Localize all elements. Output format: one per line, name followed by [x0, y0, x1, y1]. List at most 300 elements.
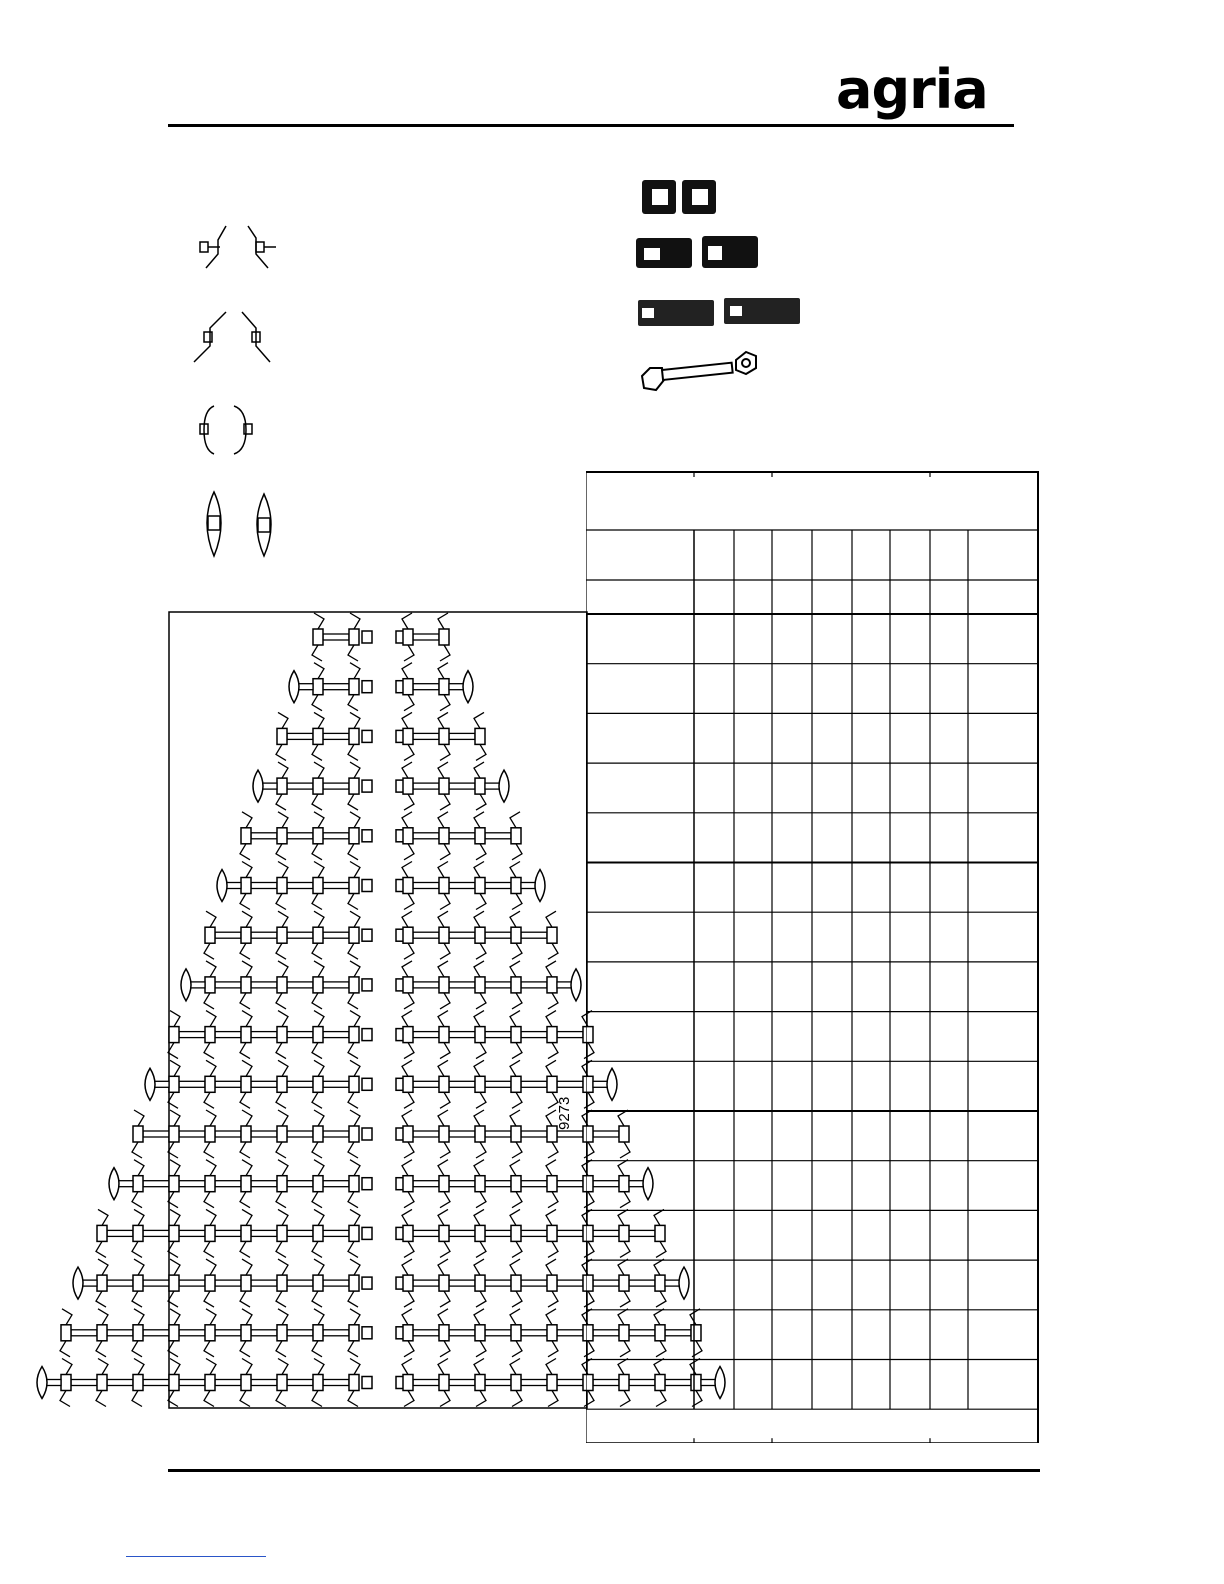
rotor-spacer	[179, 1081, 205, 1087]
rotor-spacer	[521, 1380, 547, 1386]
rotor-spacer	[449, 1131, 475, 1137]
tine-blade	[134, 1160, 144, 1176]
tine-flange	[205, 1126, 215, 1142]
tine-blade	[404, 1092, 414, 1108]
tine-blade	[512, 844, 522, 860]
tine-blade	[404, 744, 414, 760]
tine-blade	[206, 911, 216, 927]
tine-flange	[169, 1275, 179, 1291]
tine-flange	[313, 629, 323, 645]
tine-blade	[438, 812, 448, 828]
tine-flange	[511, 977, 521, 993]
tine-blade	[476, 1142, 486, 1158]
rotor-spacer	[485, 932, 511, 938]
tine-blade	[474, 1359, 484, 1375]
tine-blade	[278, 1160, 288, 1176]
tine-blade	[510, 1309, 520, 1325]
rotor-spacer	[107, 1330, 133, 1336]
tine-blade	[204, 943, 214, 959]
rotor-spacer	[521, 932, 547, 938]
rotor-spacer	[449, 982, 475, 988]
side-disc	[217, 870, 227, 902]
side-disc	[73, 1267, 83, 1299]
tine-flange	[511, 927, 521, 943]
rotor-spacer	[413, 982, 439, 988]
tine-blade	[312, 1043, 322, 1059]
tine-flange	[547, 977, 557, 993]
tine-flange	[439, 1375, 449, 1391]
rotor-spacer	[485, 982, 511, 988]
tine-flange	[349, 878, 359, 894]
tine-blade	[350, 1259, 360, 1275]
tine-blade	[242, 862, 252, 878]
rotor-spacer	[179, 1230, 205, 1236]
rotor-spacer	[323, 833, 349, 839]
tine-blade	[240, 1291, 250, 1307]
rotor-spacer	[251, 1380, 277, 1386]
tine-blade	[314, 862, 324, 878]
tine-blade	[240, 993, 250, 1009]
tine-blade	[314, 1359, 324, 1375]
tine-blade	[548, 1241, 558, 1257]
rotor-spacer	[413, 1131, 439, 1137]
tine-blade	[350, 1060, 360, 1076]
tine-blade	[348, 1341, 358, 1357]
tine-blade	[510, 911, 520, 927]
tine-blade	[438, 1160, 448, 1176]
tine-blade	[404, 993, 414, 1009]
rotor-spacer	[143, 1230, 169, 1236]
tine-blade	[350, 663, 360, 679]
tine-flange	[439, 1325, 449, 1341]
tine-blade	[402, 812, 412, 828]
tine-blade	[278, 1359, 288, 1375]
tine-blade	[312, 695, 322, 711]
tine-blade	[242, 1259, 252, 1275]
rotor-spacer	[179, 1131, 205, 1137]
rotor-spacer	[323, 1131, 349, 1137]
tine-blade	[348, 844, 358, 860]
side-disc	[145, 1068, 155, 1100]
tine-flange	[475, 1325, 485, 1341]
tine-flange	[475, 1176, 485, 1192]
tine-flange	[349, 828, 359, 844]
tine-blade	[278, 1110, 288, 1126]
tine-flange	[475, 878, 485, 894]
tine-blade	[476, 844, 486, 860]
rotor-spacer	[521, 1280, 547, 1286]
rotor-spacer	[521, 1131, 547, 1137]
tine-blade	[314, 1209, 324, 1225]
tine-blade	[312, 943, 322, 959]
rotor-hub	[362, 1377, 372, 1389]
rotor-spacer	[323, 783, 349, 789]
tine-blade	[276, 744, 286, 760]
tine-flange	[277, 1375, 287, 1391]
tine-blade	[242, 1110, 252, 1126]
tine-blade	[132, 1241, 142, 1257]
tine-flange	[547, 927, 557, 943]
tine-flange	[439, 1027, 449, 1043]
rotor-spacer	[251, 1032, 277, 1038]
rotor-spacer	[449, 1081, 475, 1087]
tine-blade	[312, 1391, 322, 1407]
tine-flange	[403, 1275, 413, 1291]
rotor-spacer	[287, 1081, 313, 1087]
tine-flange	[403, 728, 413, 744]
rotor-spacer	[179, 1380, 205, 1386]
rotor-spacer	[449, 1181, 475, 1187]
tine-blade	[276, 1092, 286, 1108]
tine-flange	[205, 1375, 215, 1391]
tine-flange	[403, 1325, 413, 1341]
tine-blade	[312, 1241, 322, 1257]
rotor-spacer	[323, 684, 349, 690]
tine-blade	[206, 1110, 216, 1126]
tine-blade	[438, 1259, 448, 1275]
tine-blade	[510, 862, 520, 878]
tine-blade	[276, 1142, 286, 1158]
tine-flange	[547, 1275, 557, 1291]
rotor-spacer	[485, 883, 511, 889]
tine-blade	[242, 911, 252, 927]
tine-flange	[547, 1375, 557, 1391]
tine-blade	[348, 993, 358, 1009]
tine-blade	[312, 794, 322, 810]
rotor-spacer	[287, 883, 313, 889]
side-disc	[289, 671, 299, 703]
rotor-spacer	[323, 1081, 349, 1087]
tine-blade	[350, 1359, 360, 1375]
rotor-spacer	[485, 1181, 511, 1187]
rotor-spacer	[46, 1380, 61, 1386]
tine-flange	[277, 1275, 287, 1291]
tine-blade	[476, 993, 486, 1009]
tine-blade	[440, 943, 450, 959]
tine-flange	[313, 778, 323, 794]
tine-flange	[475, 778, 485, 794]
tine-blade	[402, 712, 412, 728]
tine-blade	[278, 1259, 288, 1275]
tine-flange	[439, 1225, 449, 1241]
tine-flange	[277, 977, 287, 993]
rotor-spacer	[323, 1032, 349, 1038]
tine-blade	[204, 993, 214, 1009]
tine-blade	[512, 894, 522, 910]
rotor-spacer	[521, 883, 536, 889]
tine-blade	[204, 1192, 214, 1208]
tine-blade	[278, 1209, 288, 1225]
rotor-spacer	[179, 1032, 205, 1038]
tine-flange	[277, 1225, 287, 1241]
tine-blade	[402, 663, 412, 679]
tine-blade	[204, 1092, 214, 1108]
rotor-spacer	[521, 1181, 547, 1187]
tine-blade	[402, 762, 412, 778]
tine-blade	[404, 1291, 414, 1307]
rotor-spacer	[143, 1181, 169, 1187]
tine-blade	[134, 1259, 144, 1275]
rotor-spacer	[485, 1131, 511, 1137]
tine-blade	[96, 1341, 106, 1357]
tine-flange	[439, 728, 449, 744]
tine-flange	[403, 1375, 413, 1391]
rotor-spacer	[143, 1380, 169, 1386]
tine-blade	[206, 1011, 216, 1027]
tine-blade	[278, 961, 288, 977]
rotor-spacer	[449, 883, 475, 889]
rotor-spacer	[485, 783, 500, 789]
rotor-spacer	[154, 1081, 169, 1087]
tine-blade	[170, 1110, 180, 1126]
tine-blade	[548, 993, 558, 1009]
tine-blade	[350, 812, 360, 828]
rotor-spacer	[449, 1380, 475, 1386]
tine-flange	[169, 1126, 179, 1142]
rotor-spacer	[323, 1330, 349, 1336]
tine-blade	[440, 1241, 450, 1257]
tine-blade	[62, 1359, 72, 1375]
tine-blade	[474, 1309, 484, 1325]
tine-flange	[475, 1225, 485, 1241]
tine-flange	[511, 1027, 521, 1043]
tine-flange	[277, 1027, 287, 1043]
tine-blade	[312, 744, 322, 760]
tine-flange	[439, 927, 449, 943]
tine-blade	[474, 1259, 484, 1275]
tine-flange	[169, 1375, 179, 1391]
tine-flange	[349, 679, 359, 695]
tine-blade	[314, 1110, 324, 1126]
tine-blade	[438, 1060, 448, 1076]
tine-blade	[204, 1341, 214, 1357]
tine-flange	[475, 1126, 485, 1142]
tine-blade	[510, 1259, 520, 1275]
tine-flange	[313, 1076, 323, 1092]
tine-blade	[348, 1291, 358, 1307]
tine-blade	[510, 812, 520, 828]
tine-blade	[440, 1192, 450, 1208]
tine-blade	[276, 1192, 286, 1208]
tine-blade	[242, 1309, 252, 1325]
tine-blade	[314, 961, 324, 977]
rotor-spacer	[413, 1380, 439, 1386]
tine-blade	[440, 1341, 450, 1357]
tine-blade	[402, 961, 412, 977]
tine-blade	[512, 1092, 522, 1108]
tine-blade	[546, 961, 556, 977]
tine-flange	[475, 1076, 485, 1092]
tine-blade	[510, 1359, 520, 1375]
tine-flange	[439, 878, 449, 894]
tine-blade	[242, 1359, 252, 1375]
rotor-spacer	[298, 684, 313, 690]
tine-blade	[474, 762, 484, 778]
rotor-spacer	[251, 1280, 277, 1286]
tine-blade	[240, 1192, 250, 1208]
rotor-spacer	[485, 1032, 511, 1038]
tine-blade	[170, 1160, 180, 1176]
tine-flange	[277, 728, 287, 744]
tine-blade	[240, 1092, 250, 1108]
rotor-spacer	[413, 733, 439, 739]
tine-flange	[313, 927, 323, 943]
rotor-spacer	[287, 1032, 313, 1038]
rotor-spacer	[251, 1230, 277, 1236]
tine-blade	[348, 794, 358, 810]
rotor-spacer	[557, 1330, 583, 1336]
tine-flange	[439, 1126, 449, 1142]
tine-blade	[278, 1011, 288, 1027]
tine-flange	[133, 1176, 143, 1192]
tine-flange	[403, 1225, 413, 1241]
tine-blade	[350, 1110, 360, 1126]
tine-blade	[132, 1341, 142, 1357]
tine-blade	[548, 943, 558, 959]
tine-flange	[277, 1076, 287, 1092]
tine-blade	[546, 1160, 556, 1176]
tine-blade	[402, 862, 412, 878]
tine-flange	[97, 1225, 107, 1241]
rotor-hub	[362, 1128, 372, 1140]
tine-flange	[277, 778, 287, 794]
tine-blade	[206, 1259, 216, 1275]
tine-flange	[169, 1176, 179, 1192]
tine-flange	[277, 878, 287, 894]
rotor-spacer	[557, 1181, 583, 1187]
tine-blade	[276, 794, 286, 810]
tine-blade	[278, 812, 288, 828]
rotor-hub	[362, 979, 372, 991]
tine-flange	[313, 1325, 323, 1341]
tine-blade	[312, 1341, 322, 1357]
tine-flange	[205, 1225, 215, 1241]
tine-blade	[546, 1259, 556, 1275]
tine-blade	[240, 1241, 250, 1257]
rotor-spacer	[287, 1230, 313, 1236]
figure-number: 9273	[556, 1096, 573, 1130]
tine-blade	[440, 1092, 450, 1108]
tine-flange	[241, 1027, 251, 1043]
tine-blade	[440, 645, 450, 661]
tine-blade	[348, 1192, 358, 1208]
rotor-spacer	[190, 982, 205, 988]
diagram-frame	[169, 612, 587, 1408]
rotor-spacer	[287, 1280, 313, 1286]
tine-blade	[512, 943, 522, 959]
tine-flange	[241, 927, 251, 943]
tine-blade	[170, 1011, 180, 1027]
tine-blade	[402, 911, 412, 927]
tine-flange	[439, 1176, 449, 1192]
tine-blade	[276, 894, 286, 910]
rotor-spacer	[215, 932, 241, 938]
tine-blade	[438, 712, 448, 728]
tine-blade	[170, 1209, 180, 1225]
tine-flange	[475, 927, 485, 943]
tine-flange	[205, 1325, 215, 1341]
rotor-spacer	[215, 1230, 241, 1236]
rotor-spacer	[413, 684, 439, 690]
rotor-spacer	[251, 982, 277, 988]
tine-blade	[204, 1043, 214, 1059]
tine-blade	[60, 1391, 70, 1407]
rotor-hub	[362, 1078, 372, 1090]
tine-flange	[205, 1076, 215, 1092]
tine-blade	[546, 1011, 556, 1027]
tine-blade	[312, 1291, 322, 1307]
tine-flange	[403, 878, 413, 894]
tine-blade	[204, 1241, 214, 1257]
tine-blade	[276, 844, 286, 860]
tine-flange	[547, 1325, 557, 1341]
tine-blade	[512, 1142, 522, 1158]
rotor-spacer	[287, 783, 313, 789]
tine-blade	[402, 1160, 412, 1176]
tine-blade	[134, 1209, 144, 1225]
rotor-spacer	[82, 1280, 97, 1286]
tine-blade	[314, 1060, 324, 1076]
tine-blade	[548, 1043, 558, 1059]
tine-blade	[132, 1142, 142, 1158]
tine-blade	[440, 744, 450, 760]
tine-blade	[348, 695, 358, 711]
rotor-spacer	[557, 1230, 583, 1236]
tine-blade	[510, 1209, 520, 1225]
tine-blade	[312, 1192, 322, 1208]
tine-blade	[438, 911, 448, 927]
tine-blade	[98, 1209, 108, 1225]
tine-blade	[242, 961, 252, 977]
tine-blade	[548, 1291, 558, 1307]
tine-blade	[476, 1192, 486, 1208]
rotor-spacer	[323, 1280, 349, 1286]
tine-blade	[348, 1092, 358, 1108]
tine-blade	[404, 645, 414, 661]
tine-flange	[169, 1325, 179, 1341]
tine-blade	[474, 961, 484, 977]
tine-blade	[98, 1309, 108, 1325]
tine-blade	[402, 1259, 412, 1275]
tine-blade	[512, 1291, 522, 1307]
tine-blade	[350, 1309, 360, 1325]
tine-flange	[205, 977, 215, 993]
tine-blade	[404, 695, 414, 711]
side-disc	[535, 870, 545, 902]
tine-blade	[240, 844, 250, 860]
rotor-spacer	[215, 1131, 241, 1137]
tine-blade	[474, 911, 484, 927]
tine-flange	[349, 1375, 359, 1391]
rotor-spacer	[107, 1380, 133, 1386]
tine-flange	[349, 778, 359, 794]
rotor-spacer	[71, 1330, 97, 1336]
tine-blade	[440, 844, 450, 860]
tine-flange	[313, 1126, 323, 1142]
tine-flange	[205, 1275, 215, 1291]
rotor-spacer	[413, 1280, 439, 1286]
rotor-spacer	[449, 932, 475, 938]
rotor-spacer	[323, 982, 349, 988]
rotor-spacer	[251, 883, 277, 889]
tine-blade	[276, 1341, 286, 1357]
tine-blade	[62, 1309, 72, 1325]
tine-blade	[60, 1341, 70, 1357]
tine-blade	[312, 993, 322, 1009]
tine-blade	[278, 911, 288, 927]
tine-blade	[314, 712, 324, 728]
rotor-spacer	[413, 833, 439, 839]
